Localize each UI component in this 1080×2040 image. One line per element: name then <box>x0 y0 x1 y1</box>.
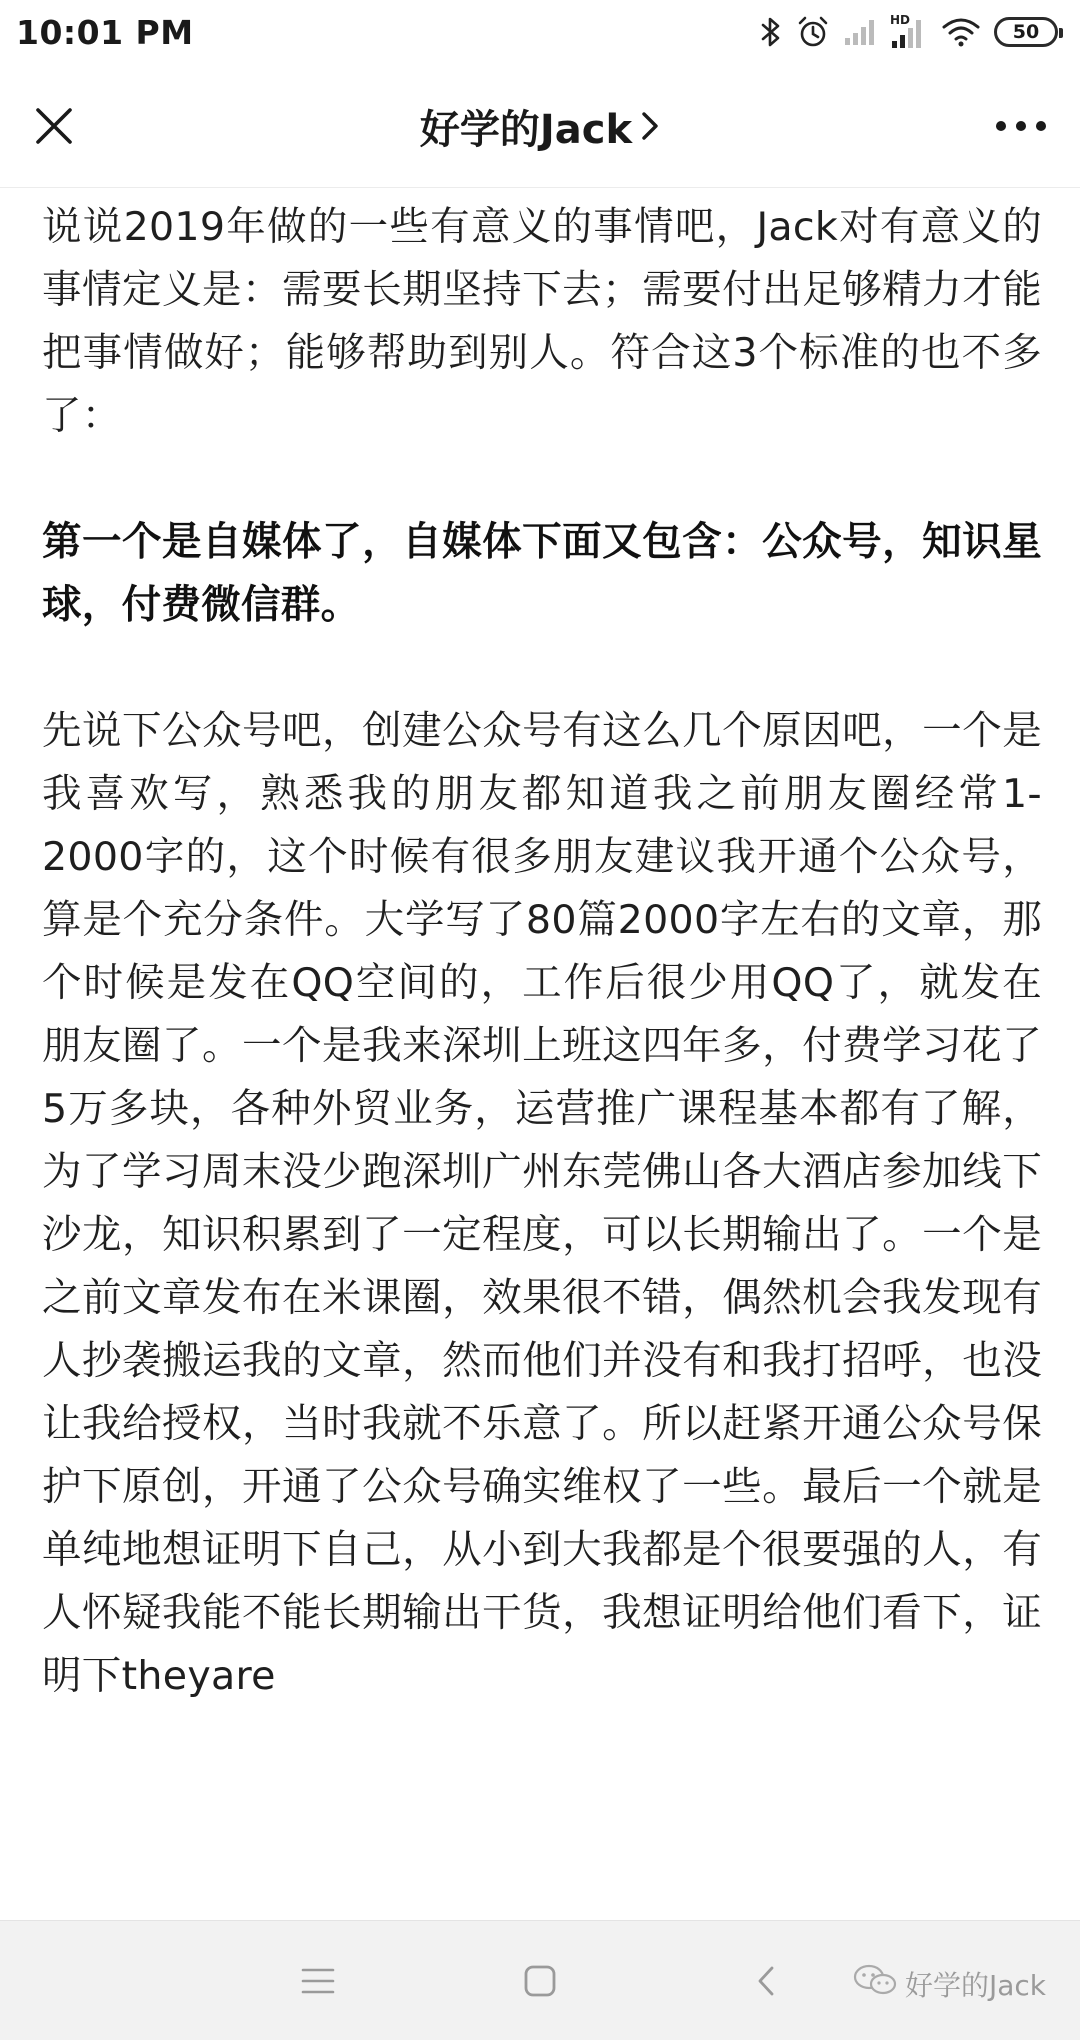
article-intro: 说说2019年做的一些有意义的事情吧，Jack对有意义的事情定义是：需要长期坚持下去；需要付出足够精力才能把事情做好；能够帮助到别人。符合这3个标准的也不多了： <box>42 204 1042 439</box>
nav-title <box>0 64 1080 188</box>
status-bar <box>0 0 1080 64</box>
article-heading: 第一个是自媒体了，自媒体下面又包含：公众号，知识星球，付费微信群。 <box>42 519 1042 628</box>
bluetooth-icon <box>760 16 782 48</box>
wechat-logo-icon <box>853 1963 897 2004</box>
watermark <box>853 1963 1046 2004</box>
more-icon[interactable] <box>986 96 1056 156</box>
network-label: HD <box>890 13 911 27</box>
battery-icon: 50 <box>994 17 1058 47</box>
status-icons <box>760 15 1058 49</box>
hd-signal-icon <box>890 15 928 49</box>
paragraph-gap <box>42 637 1042 700</box>
bottom-navigation-bar <box>0 1920 1080 2040</box>
back-chevron-icon[interactable] <box>744 1959 788 2003</box>
menu-icon[interactable] <box>296 1959 340 2003</box>
nav-bar <box>0 64 1080 188</box>
alarm-icon <box>796 15 830 49</box>
close-icon[interactable] <box>24 96 84 156</box>
article-body: 先说下公众号吧，创建公众号有这么几个原因吧，一个是我喜欢写，熟悉我的朋友都知道我之前朋友圈经常1-2000字的，这个时候有很多朋友建议我开通个公众号，算是个充分条件。大学写了80篇2000字左右的文章，那个时候是发在QQ空间的，工作后很少用QQ了，就发在朋友圈了。一个是我来深圳上班这四年多，付费学习花了5万多块，各种外贸业务，运营推广课程基本都有了解，为了学习周末没少跑深圳广州东莞佛山各大酒店参加线下沙龙，知识积累到了一定程度，可以长期输出了。一个是之前文章发布在米课圈，效果很不错，偶然机会我发现有人抄袭搬运我的文章，然而他们并没有和我打招呼，也没让我给授权，当时我就不乐意了。所以赶紧开通公众号保护下原创，开通了公众号确实维权了一些。最后一个就是单纯地想证明下自己，从小到大我都是个很要强的人，有人怀疑我能不能长期输出干货，我想证明给他们看下，证明下theyare <box>42 708 1042 1699</box>
account-name-link[interactable]: 好学的Jack <box>419 106 633 153</box>
wifi-icon <box>942 17 980 47</box>
watermark-text: 好学的Jack <box>904 1968 1046 2002</box>
article-content <box>42 196 1042 1708</box>
status-time: 10:01 PM <box>16 12 194 52</box>
chevron-right-icon[interactable] <box>640 110 660 142</box>
home-square-icon[interactable] <box>518 1959 562 2003</box>
paragraph-gap <box>42 448 1042 511</box>
signal-icon <box>844 18 876 46</box>
